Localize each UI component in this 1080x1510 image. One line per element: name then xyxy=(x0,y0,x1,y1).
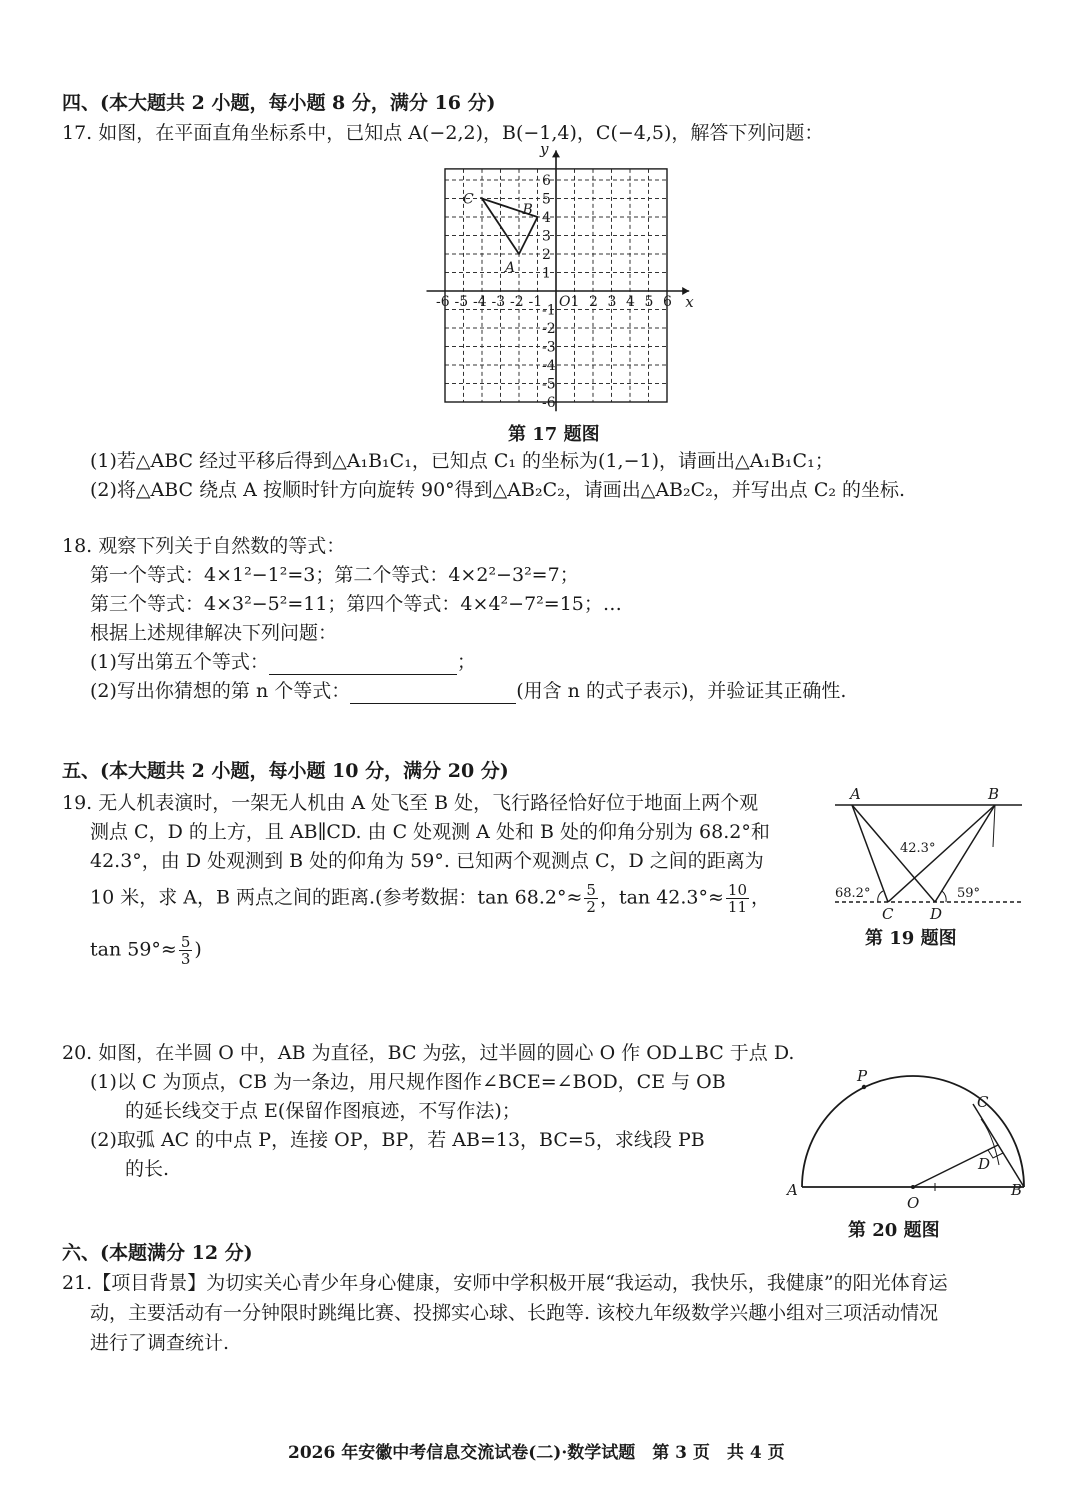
q17-y-tick-label: 5 xyxy=(542,191,551,208)
q17-x-tick-label: -5 xyxy=(454,294,469,310)
q20-point-p-dot xyxy=(862,1085,866,1089)
q17-point-a-label: A xyxy=(505,260,516,276)
q17-y-tick-label: 2 xyxy=(542,247,551,263)
q20-part-1b: 的延长线交于点 E(保留作图痕迹，不写作法)； xyxy=(125,1100,521,1122)
q19-line-2: 测点 C，D 的上方，且 AB∥CD. 由 C 处观测 A 处和 B 处的仰角分别为 68.2°和 xyxy=(90,821,770,843)
q18-line-3: 根据上述规律解决下列问题： xyxy=(90,622,338,644)
q17-x-tick-label: 6 xyxy=(663,294,672,310)
q20-label-b: B xyxy=(1011,1181,1023,1199)
q17-x-tick-label: 3 xyxy=(607,294,617,310)
q19-figure xyxy=(830,785,1025,925)
q17-x-tick-label: -1 xyxy=(528,294,543,310)
q19-fraction-1 xyxy=(584,882,598,915)
q19-label-d: D xyxy=(930,905,943,923)
q17-y-tick-label: -3 xyxy=(542,339,556,356)
q19-line-1: 19. 无人机表演时，一架无人机由 A 处飞至 B 处，飞行路径恰好位于地面上两个观 xyxy=(62,792,759,814)
q19-angle-arc-c xyxy=(878,891,883,902)
q17-y-tick-label: -6 xyxy=(542,395,556,411)
q19-line-5 xyxy=(90,934,202,967)
q17-y-axis-arrow xyxy=(552,150,560,157)
q17-coordinate-figure xyxy=(418,142,708,414)
q17-tick-labels xyxy=(436,173,672,411)
section-5-heading: 五、(本大题共 2 小题，每小题 10 分，满分 20 分) xyxy=(62,760,509,782)
q17-axis-y-label: y xyxy=(540,142,549,159)
q19-fraction-2-numerator: 10 xyxy=(727,881,748,899)
page-footer: 2026 年安徽中考信息交流试卷(二)·数学试题 第 3 页 共 4 页 xyxy=(288,1443,785,1463)
q18-part-2-answer-blank[interactable] xyxy=(350,683,516,704)
q20-figure xyxy=(785,1065,1030,1210)
q17-point-c-label: C xyxy=(463,191,474,208)
q17-part-1: (1)若△ABC 经过平移后得到△A₁B₁C₁，已知点 C₁ 的坐标为(1,−1)，请画出△A₁B₁C₁； xyxy=(90,450,834,472)
q18-stem: 18. 观察下列关于自然数的等式： xyxy=(62,535,346,557)
q20-label-d: D xyxy=(978,1155,991,1173)
q19-line-4-prefix: 10 米，求 A，B 两点之间的距离.(参考数据：tan 68.2°≈ xyxy=(90,886,583,909)
q19-label-a: A xyxy=(850,785,861,803)
q17-x-tick-label: 4 xyxy=(626,294,635,310)
section-6-heading: 六、(本题满分 12 分) xyxy=(62,1242,253,1264)
q19-angle-42-3: 42.3° xyxy=(900,841,936,856)
q18-line-2: 第三个等式：4×3²−5²=11；第四个等式：4×4²−7²=15；… xyxy=(90,593,622,615)
q17-point-b-label: B xyxy=(522,202,533,218)
q17-y-tick-label: 4 xyxy=(542,210,551,226)
q17-y-tick-label: -2 xyxy=(542,321,556,337)
q18-part-1-prefix: (1)写出第五个等式： xyxy=(90,651,269,673)
q18-part-1 xyxy=(90,649,476,675)
q17-x-tick-label: 5 xyxy=(644,294,654,310)
q20-figure-caption: 第 20 题图 xyxy=(848,1220,940,1241)
q17-y-tick-label: -5 xyxy=(542,376,556,393)
q19-fraction-3 xyxy=(179,934,193,967)
q17-part-2: (2)将△ABC 绕点 A 按顺时针方向旋转 90°得到△AB₂C₂，请画出△AB₂C₂，并写出点 C₂ 的坐标. xyxy=(90,479,906,501)
q18-part-1-suffix: ； xyxy=(456,651,476,673)
q17-x-tick-label: -4 xyxy=(473,294,487,310)
q17-y-tick-label: -1 xyxy=(542,302,556,319)
q17-x-tick-label: 1 xyxy=(570,294,580,310)
section-4-heading: 四、(本大题共 2 小题，每小题 8 分，满分 16 分) xyxy=(62,92,496,114)
q17-y-tick-label: 3 xyxy=(542,228,551,245)
q20-part-2a: (2)取弧 AC 的中点 P，连接 OP，BP，若 AB=13，BC=5，求线段 PB xyxy=(90,1129,705,1151)
q19-line-4-suffix: ， xyxy=(751,886,771,909)
q19-line-3: 42.3°，由 D 处观测到 B 处的仰角为 59°. 已知两个观测点 C，D 之间的距离为 xyxy=(90,850,764,872)
q20-point-o-dot xyxy=(911,1185,915,1189)
q19-line-5-prefix: tan 59°≈ xyxy=(90,938,177,961)
q17-x-tick-label: -2 xyxy=(510,294,524,310)
q19-label-b: B xyxy=(988,785,1000,803)
q17-y-tick-label: 1 xyxy=(542,265,551,282)
q17-stem: 17. 如图，在平面直角坐标系中，已知点 A(−2,2)，B(−1,4)，C(−4,5)，解答下列问题： xyxy=(62,122,824,144)
q17-origin-label: O xyxy=(559,294,571,310)
q20-label-a: A xyxy=(787,1181,798,1199)
q19-label-c: C xyxy=(882,905,894,923)
q20-part-1a: (1)以 C 为顶点，CB 为一条边，用尺规作图作∠BCE=∠BOD，CE 与 OB xyxy=(90,1071,726,1093)
q19-line-4-mid: ，tan 42.3°≈ xyxy=(599,886,724,909)
q19-fraction-1-denominator: 2 xyxy=(586,898,596,916)
q20-label-p: P xyxy=(857,1067,868,1085)
q17-figure-caption: 第 17 题图 xyxy=(508,424,600,445)
q17-x-tick-label: 2 xyxy=(589,294,598,310)
q19-fraction-2-denominator: 11 xyxy=(727,898,748,916)
q19-figure-caption: 第 19 题图 xyxy=(865,928,957,949)
q17-axis-x-label: x xyxy=(685,293,694,311)
q19-fraction-3-denominator: 3 xyxy=(180,950,191,968)
q19-line-5-suffix: ) xyxy=(194,938,202,961)
q18-part-2 xyxy=(90,678,846,704)
q19-line-4 xyxy=(90,882,770,915)
q20-stem: 20. 如图，在半圆 O 中，AB 为直径，BC 为弦，过半圆的圆心 O 作 OD⊥BC 于点 D. xyxy=(62,1042,795,1064)
q20-part-2b: 的长. xyxy=(125,1158,170,1180)
q19-plumb-mark xyxy=(993,805,995,847)
q21-line-3: 进行了调查统计. xyxy=(90,1332,230,1354)
q18-part-1-answer-blank[interactable] xyxy=(269,654,457,675)
q18-part-2-suffix: (用含 n 的式子表示)，并验证其正确性. xyxy=(516,680,847,702)
q17-y-tick-label: 6 xyxy=(542,173,551,189)
q21-line-2: 动，主要活动有一分钟限时跳绳比赛、投掷实心球、长跑等. 该校九年级数学兴趣小组对三项活动情况 xyxy=(90,1302,939,1324)
q19-fraction-1-numerator: 5 xyxy=(586,881,596,899)
q19-angle-59: 59° xyxy=(957,886,981,901)
q19-angle-68-2: 68.2° xyxy=(835,886,871,901)
q19-fraction-2 xyxy=(726,882,749,915)
q17-y-tick-label: -4 xyxy=(542,358,556,374)
q17-x-tick-label: -3 xyxy=(491,294,506,310)
q17-x-tick-label: -6 xyxy=(436,294,450,310)
q17-axes xyxy=(427,150,690,411)
q20-label-o: O xyxy=(907,1194,920,1210)
q19-fraction-3-numerator: 5 xyxy=(180,933,191,951)
q20-label-c: C xyxy=(977,1093,989,1111)
q21-line-1: 21.【项目背景】为切实关心青少年身心健康，安师中学积极开展“我运动，我快乐，我健康”的阳光体育运 xyxy=(62,1272,948,1294)
q18-part-2-prefix: (2)写出你猜想的第 n 个等式： xyxy=(90,680,351,702)
q19-angle-arc-d xyxy=(942,891,946,902)
q18-line-1: 第一个等式：4×1²−1²=3；第二个等式：4×2²−3²=7； xyxy=(90,564,579,586)
